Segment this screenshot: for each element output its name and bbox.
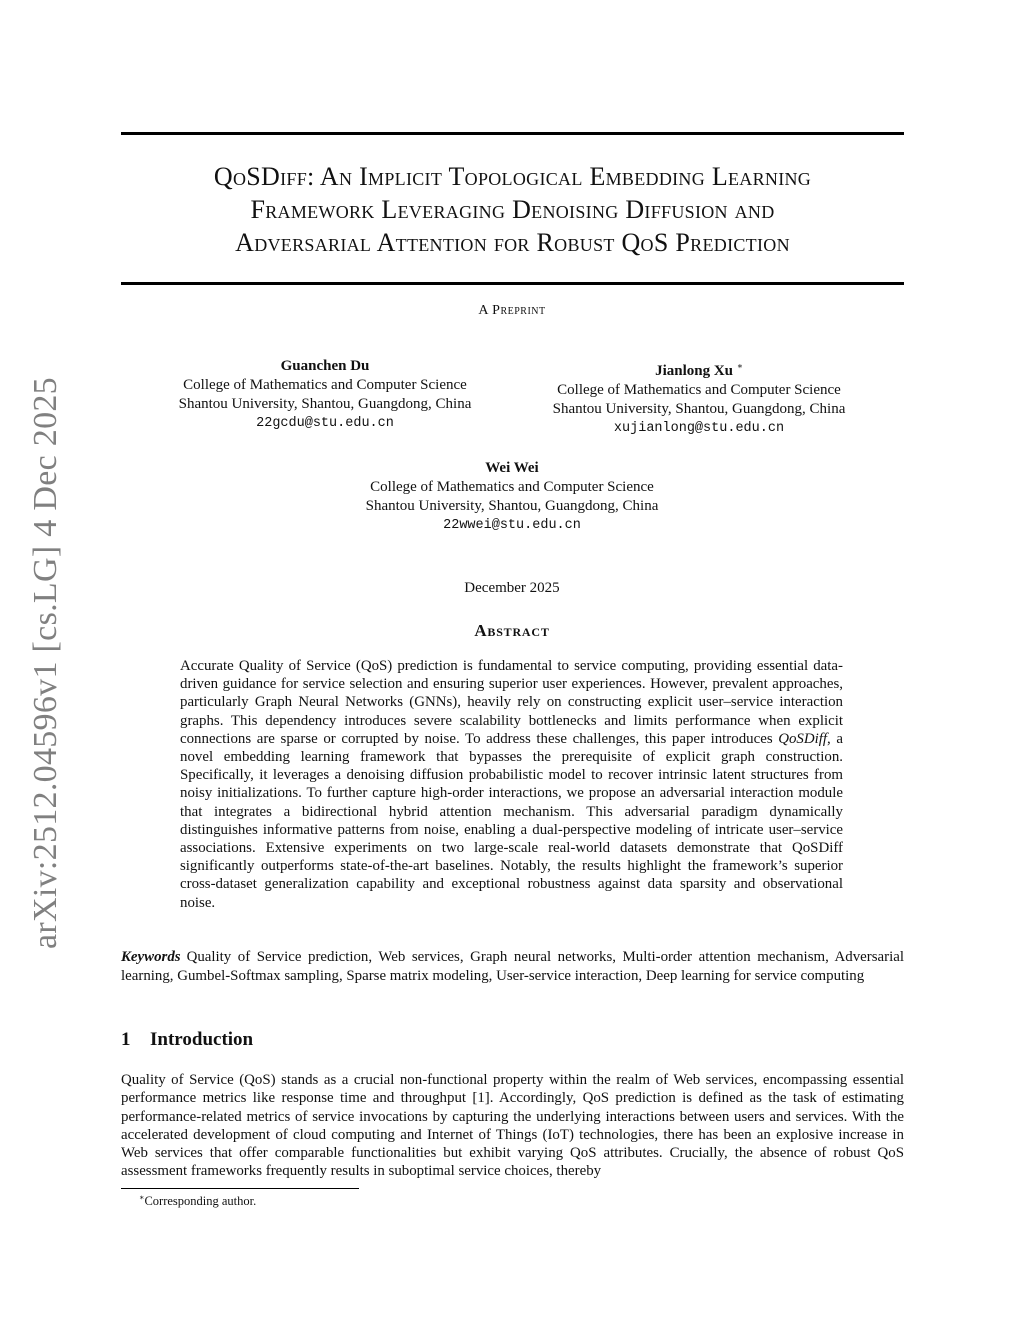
abstract-text: Accurate Quality of Service (QoS) prediction is fundamental to service computing, providing essential data-driven guidance for service selection and ensuring superior user experiences. However, prevalent approaches, particularly Graph Neural Networks (GNNs), heavily rely on constructing explicit user–service interaction graphs. This dependency introduces severe scalability bottlenecks and limits performance when explicit connections are sparse or corrupted by noise. To address these challenges, this paper introduces QoSDiff, a novel embedding learning framework that bypasses the prerequisite of explicit graph construction. Specifically, it leverages a denoising diffusion probabilistic model to recover intrinsic latent structures from noisy initializations. To further capture high-order interactions, we propose an adversarial interaction module that integrates a bidirectional hybrid attention mechanism. This adversarial paradigm dynamically distinguishes informative patterns from noise, enabling a dual-perspective modeling of intricate user–service associations. Extensive experiments on two large-scale real-world datasets demonstrate that QoSDiff significantly outperforms state-of-the-art baselines. Notably, the results highlight the framework’s superior cross-dataset generalization capability and exceptional robustness against data sparsity and observational noise. — [180, 658, 843, 911]
author-block-2 — [524, 357, 874, 438]
section-title: Introduction — [150, 1029, 254, 1050]
author-location: Shantou University, Shantou, Guangdong, China — [178, 396, 472, 412]
author-location: Shantou University, Shantou, Guangdong, China — [552, 401, 846, 417]
publication-date: December 2025 — [464, 580, 560, 596]
title-top-rule — [121, 132, 904, 135]
footnote-mark: ∗ — [139, 1193, 145, 1202]
author-email[interactable]: xujianlong@stu.edu.cn — [613, 421, 785, 436]
introduction-paragraph: Quality of Service (QoS) stands as a crucial non-functional property within the realm of Web services, encompassing essential performance metrics like response time and throughput [1]. Accordingly, QoS prediction is defined as the task of estimating performance-related metrics of service invocations by capturing the underlying interactions between users and services. With the accelerated development of cloud computing and Internet of Things (IoT) technologies, there has been an explosive increase in Web services that offer comparable functionalities but exhibit varying QoS attributes. Crucially, the absence of robust QoS assessment frameworks frequently results in suboptimal service choices, thereby — [121, 1072, 904, 1180]
author-affiliation: College of Mathematics and Computer Science — [370, 479, 654, 495]
author-block-1 — [150, 357, 500, 433]
paper-title — [121, 160, 904, 259]
keywords-text: Quality of Service prediction, Web services, Graph neural networks, Multi-order attention mechanism, Adversarial learning, Gumbel-Softmax sampling, Sparse matrix modeling, User-service interaction, Deep learning for service computing — [121, 949, 904, 984]
title-line: QoSDiff: An Implicit Topological Embedding Learning — [213, 162, 812, 191]
author-name: Wei Wei — [485, 460, 539, 476]
author-email[interactable]: 22wwei@stu.edu.cn — [443, 518, 581, 533]
author-name: Guanchen Du — [280, 358, 370, 374]
title-line: Adversarial Attention for Robust QoS Prediction — [235, 228, 790, 257]
abstract-heading: Abstract — [474, 621, 550, 640]
author-affiliation: College of Mathematics and Computer Science — [183, 377, 467, 393]
footnote-text: Corresponding author. — [144, 1194, 257, 1209]
keywords-label: Keywords — [121, 949, 181, 965]
preprint-label: A Preprint — [478, 303, 546, 318]
section-number: 1 — [121, 1029, 131, 1050]
footnote — [139, 1193, 256, 1209]
author-email[interactable]: 22gcdu@stu.edu.cn — [256, 416, 394, 431]
author-name: Jianlong Xu ∗ — [655, 361, 743, 379]
framework-name: QoSDiff — [778, 730, 828, 747]
footnote-rule — [121, 1188, 359, 1189]
arxiv-identifier-stamp: arXiv:2512.04596v1 [cs.LG] 4 Dec 2025 — [27, 377, 64, 949]
title-line: Framework Leveraging Denoising Diffusion and — [250, 195, 775, 224]
author-affiliation: College of Mathematics and Computer Science — [557, 382, 841, 398]
corresponding-author-mark[interactable]: ∗ — [736, 361, 743, 371]
title-bottom-rule — [121, 282, 904, 285]
section-heading-introduction — [121, 1029, 253, 1051]
author-block-3 — [337, 459, 687, 535]
keywords-paragraph — [121, 948, 904, 985]
author-location: Shantou University, Shantou, Guangdong, China — [365, 498, 659, 514]
